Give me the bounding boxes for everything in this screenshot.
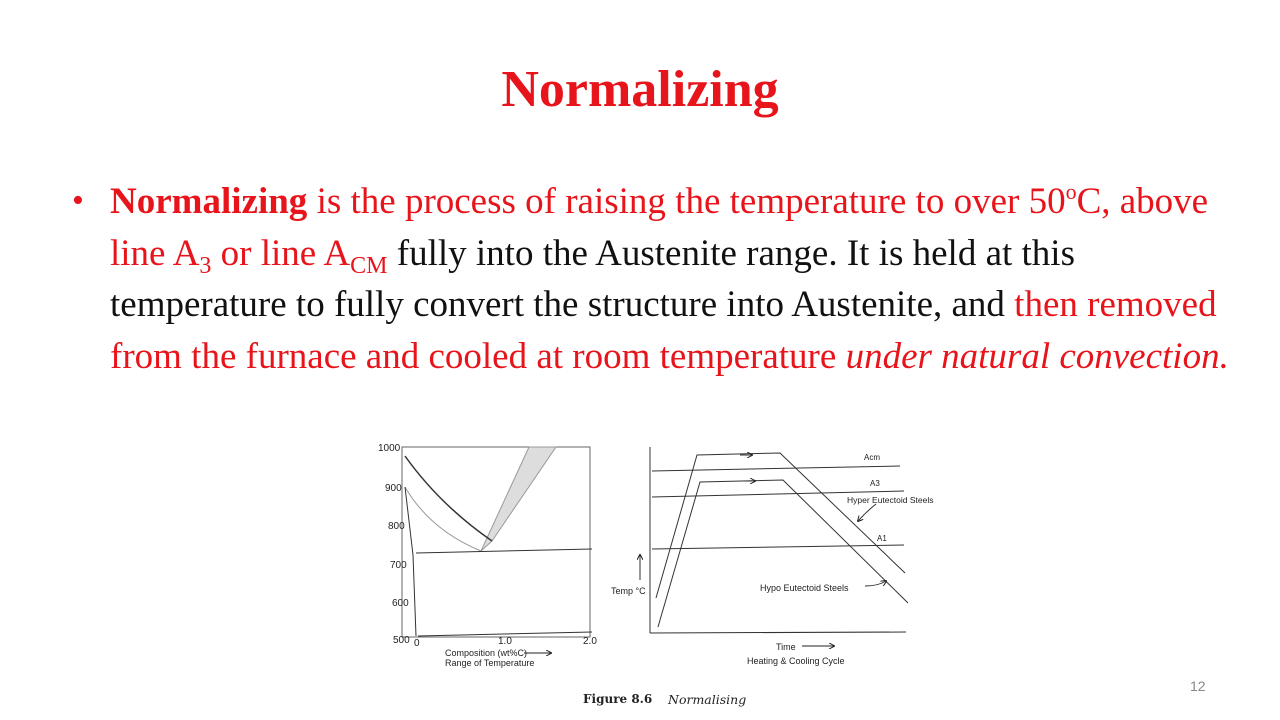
hyper-label: Hyper Eutectoid Steels bbox=[847, 495, 934, 505]
figure-caption-number: Figure 8.6 bbox=[583, 692, 653, 706]
y-tick: 800 bbox=[388, 521, 405, 532]
text-part: or line A bbox=[211, 232, 351, 274]
term: Normalizing bbox=[110, 181, 308, 222]
phase-diagram bbox=[402, 447, 592, 637]
text-part: then removed from the furnace and cooled at room temperature bbox=[110, 284, 1217, 377]
a3-label: A3 bbox=[870, 479, 880, 488]
figure-caption-title: Normalising bbox=[668, 692, 747, 707]
text-part: CM bbox=[350, 252, 388, 279]
left-caption: Range of Temperature bbox=[445, 658, 535, 668]
cycle-diagram bbox=[640, 447, 908, 633]
y-label: Temp °C bbox=[611, 586, 646, 596]
text-part: C, above line A bbox=[110, 181, 1209, 274]
right-caption: Heating & Cooling Cycle bbox=[747, 656, 845, 666]
text-part: 3 bbox=[199, 252, 212, 279]
x-tick: 0 bbox=[414, 638, 420, 649]
y-tick: 500 bbox=[393, 635, 410, 646]
a1-label: A1 bbox=[877, 534, 887, 543]
acm-label: Acm bbox=[864, 453, 880, 462]
text-part: o bbox=[1065, 179, 1077, 204]
page-number: 12 bbox=[1190, 678, 1206, 694]
y-tick: 600 bbox=[392, 598, 409, 609]
y-tick: 900 bbox=[385, 483, 402, 494]
x-label: Time bbox=[776, 642, 796, 652]
y-tick: 1000 bbox=[378, 443, 401, 454]
y-tick: 700 bbox=[390, 560, 407, 571]
bullet-icon: • bbox=[72, 182, 84, 219]
x-label: Composition (wt%C) bbox=[445, 648, 528, 658]
text-part: under natural convection. bbox=[845, 335, 1229, 377]
text-part: is the process of raising the temperature to over 50 bbox=[307, 181, 1066, 222]
hypo-label: Hypo Eutectoid Steels bbox=[760, 583, 849, 593]
text-part: fully into the Austenite range. It is held at this temperature to fully convert the structure into Austenite, and bbox=[110, 232, 1075, 325]
x-tick: 2.0 bbox=[583, 636, 597, 647]
slide-title: Normalizing bbox=[501, 61, 779, 118]
x-tick: 1.0 bbox=[498, 636, 512, 647]
cycle-labels bbox=[611, 453, 933, 666]
